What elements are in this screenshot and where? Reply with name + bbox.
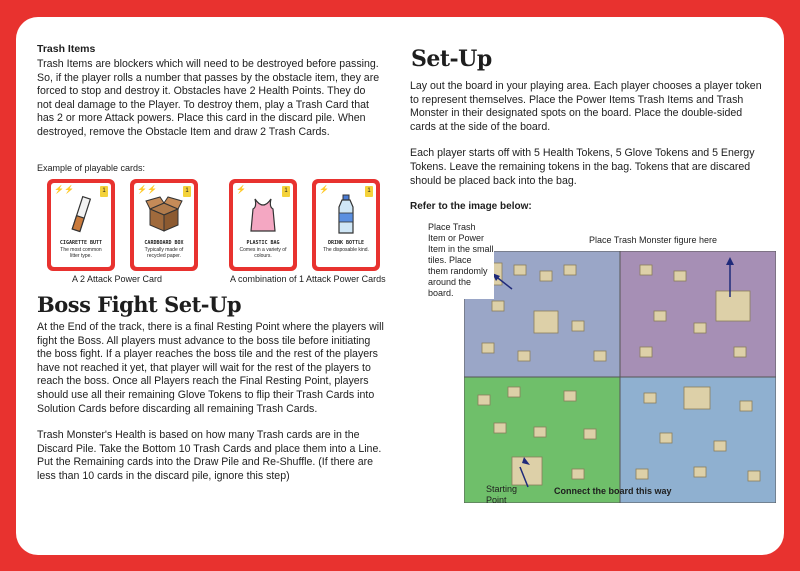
card-description: The disposable kind. bbox=[323, 247, 369, 253]
setup-section bbox=[410, 80, 770, 188]
boss-fight-paragraph-2: Trash Monster's Health is based on how many Trash cards are in the Discard Pile. Take the Bottom 10 Trash Cards and place them into a Line. Put the Remaining cards into the Draw Pile and Re-Shuffle. (If there are less than 10 cards in the discard pile, ignore this step) bbox=[37, 429, 382, 482]
caption-1-attack: A combination of 1 Attack Power Cards bbox=[230, 274, 386, 284]
caption-2-attack: A 2 Attack Power Card bbox=[72, 274, 163, 284]
card-value-badge: 1 bbox=[100, 186, 108, 197]
cardboard-box-icon bbox=[144, 193, 184, 237]
card-title: PLASTIC BAG bbox=[246, 240, 280, 246]
note-trash-monster: Place Trash Monster figure here bbox=[589, 235, 718, 245]
card-value-badge: 1 bbox=[365, 186, 373, 197]
attack-bolt-icon: ⚡⚡ bbox=[54, 185, 74, 194]
card-cardboard-box bbox=[130, 179, 198, 271]
refer-label: Refer to the image below: bbox=[410, 201, 532, 212]
note-connect-board: Connect the board this way bbox=[554, 486, 672, 496]
attack-bolt-icon: ⚡⚡ bbox=[137, 185, 157, 194]
card-description: Typically made of recycled paper. bbox=[144, 247, 184, 259]
note-small-tiles: Place Trash Item or Power Item in the small tiles. Place them randomly around the board. bbox=[428, 222, 494, 298]
card-description: The most common litter type. bbox=[60, 247, 102, 259]
plastic-bag-icon bbox=[243, 193, 283, 237]
setup-paragraph-1: Lay out the board in your playing area. Each player chooses a player token to represent themselves. Place the Power Items Trash Items and Trash Monster in their designated spots on the board. Place the double-sided cards at the side of the board. bbox=[410, 80, 762, 133]
setup-title: Set-Up bbox=[411, 46, 492, 72]
trash-items-body: Trash Items are blockers which will need to be destroyed before passing. So, if the player rolls a number that passes by the obstacle item, they are forced to stop and destroy it. Obstacles have 2 Health Points. They do not deal damage to the Player. To destroy them, play a Trash Card that has 2 or more Attack powers. Place this card in the discard pile. When destroyed, remove the Obstacle Item and draw 2 Trash Cards. bbox=[37, 58, 380, 138]
card-description: Comes in a variety of colours. bbox=[239, 247, 287, 259]
trash-items-section bbox=[37, 43, 382, 140]
card-value-badge: 1 bbox=[183, 186, 191, 197]
setup-paragraph-2: Each player starts off with 5 Health Tokens, 5 Glove Tokens and 5 Energy Tokens. Leave the remaining tokens in the bag. Tokens that are discared should be placed back into the bag. bbox=[410, 147, 755, 187]
page bbox=[16, 17, 784, 555]
cigarette-butt-icon bbox=[61, 193, 101, 237]
examples-label: Example of playable cards: bbox=[37, 163, 146, 173]
trash-items-title: Trash Items bbox=[37, 43, 96, 55]
card-plastic-bag bbox=[229, 179, 297, 271]
attack-bolt-icon: ⚡ bbox=[236, 185, 246, 194]
card-title: DRINK BOTTLE bbox=[327, 240, 365, 246]
boss-fight-paragraph-1: At the End of the track, there is a final Resting Point where the players will fight the Boss. All players must advance to the boss tile before initiating the boss fight. If a player reaches the boss tile and the rest of the players have not reached it yet, that player will wait for the rest of the players to reach the boss. Once all Players reach the Final Resting Point, players should use all their remaining Glove Tokens to flip their Trash Cards into Solution Cards before discarding all remaining Trash Cards. bbox=[37, 321, 384, 415]
boss-fight-title: Boss Fight Set-Up bbox=[37, 292, 242, 317]
drink-bottle-icon bbox=[326, 193, 366, 237]
boss-fight-section bbox=[37, 321, 387, 484]
board-image bbox=[464, 251, 776, 503]
note-starting-point: Starting Point bbox=[486, 484, 518, 505]
card-value-badge: 1 bbox=[282, 186, 290, 197]
card-cigarette-butt bbox=[47, 179, 115, 271]
card-title: CARDBOARD BOX bbox=[144, 240, 184, 246]
card-drink-bottle bbox=[312, 179, 380, 271]
attack-bolt-icon: ⚡ bbox=[319, 185, 329, 194]
card-title: CIGARETTE BUTT bbox=[59, 240, 103, 246]
